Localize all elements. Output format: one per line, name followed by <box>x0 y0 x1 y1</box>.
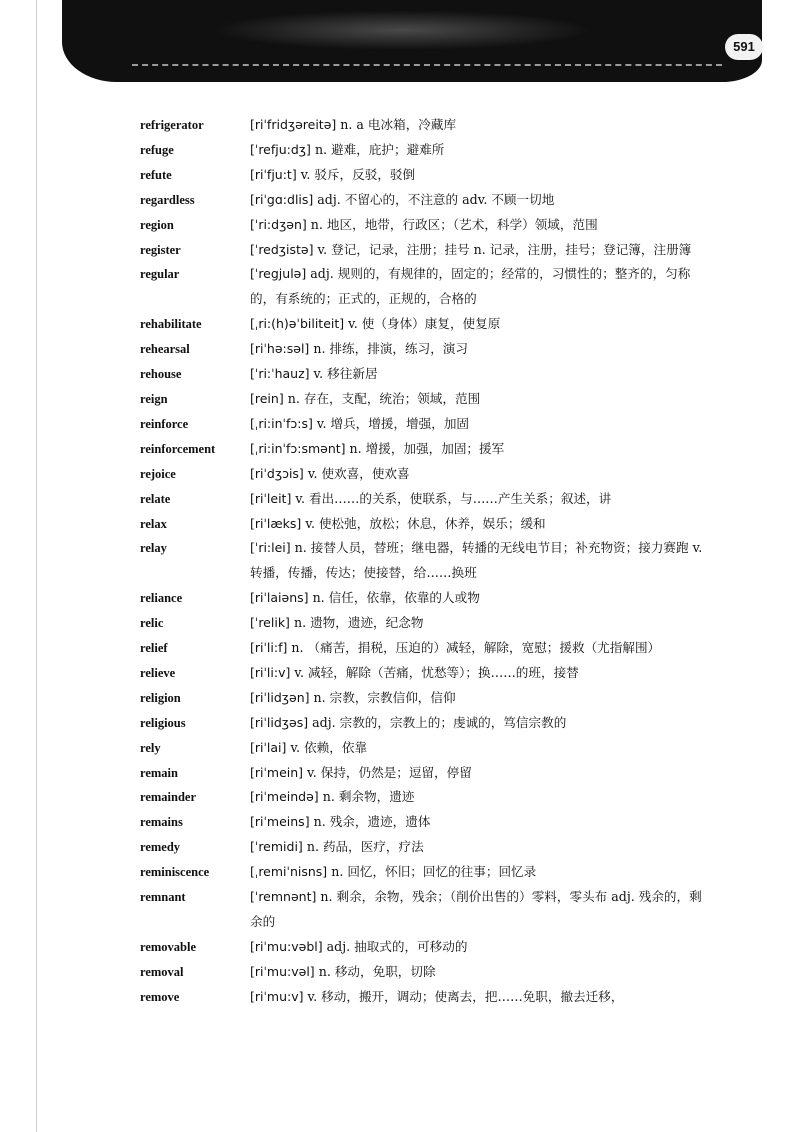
entry-headword: reliance <box>140 591 183 606</box>
entry-headword: refuge <box>140 142 174 157</box>
entry-definition-block <box>250 487 705 512</box>
entry-headword: reinforce <box>140 416 189 431</box>
entry-phonetic: [riˈdʒɔis] <box>250 465 304 481</box>
dictionary-entry <box>0 337 800 362</box>
entry-definition: n. 接替人员，替班；继电器，转播的无线电节目；补充物资；接力赛跑 v. 转播，传播，传达；使接替，给……换班 <box>250 540 703 581</box>
dictionary-entry <box>0 985 800 1010</box>
entry-phonetic: [riˈfridʒəreitə] <box>250 117 337 132</box>
entry-phonetic: [riˈli:v] <box>250 664 291 680</box>
entry-phonetic: [riˈlaiəns] <box>250 590 309 606</box>
dictionary-entry <box>0 462 800 487</box>
entry-definition: n. 信任，依靠，依靠的人或物 <box>312 590 480 606</box>
entry-definition: n. 剩余物，遗迹 <box>322 789 415 805</box>
entry-definition-block <box>250 810 705 835</box>
entry-phonetic: [riˈlidʒən] <box>250 689 310 705</box>
dictionary-entry <box>0 761 800 786</box>
dictionary-entry <box>0 487 800 512</box>
entry-phonetic: [ˈremidi] <box>250 839 303 855</box>
entry-definition: adj. 不留心的，不注意的 adv. 不顾一切地 <box>317 191 555 207</box>
dictionary-entry <box>0 885 800 935</box>
dictionary-entry <box>0 536 800 586</box>
entry-phonetic: [riˈmein] <box>250 764 304 780</box>
entry-definition: n. （痛苦，捐税，压迫的）减轻，解除，宽慰；援救（尤指解围） <box>291 640 661 656</box>
entry-definition: n. 避难，庇护；避难所 <box>314 141 445 157</box>
entry-definition: n. 残余，遗迹，遗体 <box>313 814 431 830</box>
entry-definition-block <box>250 536 705 586</box>
entry-phonetic: [ˈredʒistə] <box>250 241 314 257</box>
entry-definition: v. 移动，搬开，调动；使离去，把……免职，撤去迁移， <box>307 988 624 1004</box>
entry-definition: n. 回忆，怀旧；回忆的往事；回忆录 <box>331 864 537 880</box>
dictionary-entry <box>0 163 800 188</box>
dictionary-entry <box>0 611 800 636</box>
entry-definition-block <box>250 163 705 188</box>
entry-headword: regular <box>140 267 180 282</box>
entry-headword: remains <box>140 815 183 830</box>
entry-phonetic: [ˌri:inˈfɔ:smənt] <box>250 440 346 456</box>
entry-definition-block <box>250 985 705 1010</box>
entry-definition-block <box>250 835 705 860</box>
dictionary-entry <box>0 113 800 138</box>
entry-definition: v. 登记，记录，注册；挂号 n. 记录，注册，挂号；登记簿，注册簿 <box>317 241 692 257</box>
entry-phonetic: [riˈhə:səl] <box>250 341 310 357</box>
entry-phonetic: [riˈmeins] <box>250 814 310 830</box>
entry-phonetic: [riˈleit] <box>250 490 292 506</box>
entry-definition: v. 使松弛，放松；休息，休养，娱乐；缓和 <box>305 515 546 531</box>
entry-phonetic: [ˌremiˈnisns] <box>250 864 328 880</box>
dictionary-entry <box>0 512 800 537</box>
entry-phonetic: [riˈlai] <box>250 739 287 755</box>
entry-headword: reminiscence <box>140 865 210 880</box>
dictionary-entry <box>0 860 800 885</box>
entry-definition-block <box>250 860 705 885</box>
dictionary-entry <box>0 213 800 238</box>
entry-phonetic: [riˈmu:vəl] <box>250 963 315 979</box>
entry-headword: remove <box>140 989 180 1004</box>
entry-headword: regardless <box>140 192 195 207</box>
entry-definition-block <box>250 337 705 362</box>
dictionary-entry <box>0 835 800 860</box>
dictionary-entry <box>0 188 800 213</box>
dictionary-entry <box>0 785 800 810</box>
entry-headword: remedy <box>140 840 181 855</box>
entry-definition: n. 存在，支配，统治；领域，范围 <box>287 390 481 406</box>
entry-definition: adj. 抽取式的，可移动的 <box>326 938 468 954</box>
entry-definition: v. 看出……的关系，使联系，与……产生关系；叙述，讲 <box>295 490 612 506</box>
entry-phonetic: [riˈfju:t] <box>250 166 297 182</box>
dictionary-entry <box>0 312 800 337</box>
entry-phonetic: [ˈregjulə] <box>250 266 307 282</box>
entry-phonetic: [ˌri:(h)əˈbiliteit] <box>250 316 345 332</box>
entry-phonetic: [riˈmu:v] <box>250 988 304 1004</box>
entry-headword: refrigerator <box>140 118 204 132</box>
entry-phonetic: [riˈlæks] <box>250 515 302 531</box>
entry-headword: rejoice <box>140 466 176 481</box>
entry-phonetic: [ˈri:ˈhauz] <box>250 366 310 382</box>
entry-definition-block <box>250 238 705 263</box>
entry-headword: religion <box>140 690 181 705</box>
entry-phonetic: [riˈlidʒəs] <box>250 714 309 730</box>
dictionary-entry <box>0 810 800 835</box>
entry-definition: v. 增兵，增援，增强，加固 <box>316 415 470 431</box>
entry-headword: reign <box>140 391 168 406</box>
entry-headword: relax <box>140 516 167 531</box>
entry-headword: reinforcement <box>140 441 216 456</box>
header-decoration <box>212 10 592 50</box>
entry-definition-block <box>250 736 705 761</box>
entry-definition: v. 使（身体）康复，使复原 <box>348 316 501 332</box>
entry-definition-block <box>250 387 705 412</box>
entry-definition-block <box>250 711 705 736</box>
entry-headword: relic <box>140 616 164 631</box>
entry-definition-block <box>250 312 705 337</box>
entry-phonetic: [ˈri:lei] <box>250 540 291 556</box>
entry-phonetic: [riˈmeində] <box>250 789 319 805</box>
dictionary-entry <box>0 586 800 611</box>
entry-definition: n. 移动，免职，切除 <box>318 963 436 979</box>
entry-headword: remnant <box>140 890 186 905</box>
entry-definition: n. 宗教，宗教信仰，信仰 <box>313 689 456 705</box>
entry-definition-block <box>250 935 705 960</box>
entry-phonetic: [ˈrelik] <box>250 615 290 631</box>
dictionary-entry <box>0 935 800 960</box>
entry-definition-block <box>250 188 705 213</box>
entry-headword: religious <box>140 715 186 730</box>
entry-headword: relate <box>140 491 171 506</box>
entry-definition: n. 排练，排演，练习，演习 <box>313 341 468 357</box>
entry-headword: region <box>140 217 174 232</box>
entry-headword: rely <box>140 740 161 755</box>
entry-definition: n. 剩余，余物，残余；（削价出售的）零料，零头布 adj. 残余的，剩余的 <box>250 889 702 929</box>
entry-definition-block <box>250 636 705 661</box>
entry-definition-block <box>250 213 705 238</box>
header-dashed-line <box>132 64 722 66</box>
entry-phonetic: [riˈli:f] <box>250 640 288 656</box>
entry-headword: refute <box>140 167 172 182</box>
entry-definition-block <box>250 686 705 711</box>
dictionary-entry <box>0 262 800 312</box>
entry-definition: v. 减轻，解除（苦痛，忧愁等）；换……的班，接替 <box>294 664 579 680</box>
dictionary-entry-list <box>0 113 800 1010</box>
entry-definition-block <box>250 412 705 437</box>
dictionary-entry <box>0 387 800 412</box>
entry-phonetic: [ˈremnənt] <box>250 889 317 905</box>
entry-headword: relay <box>140 541 167 556</box>
dictionary-entry <box>0 636 800 661</box>
entry-headword: remainder <box>140 790 197 805</box>
entry-definition: n. 地区，地带，行政区；（艺术，科学）领域，范围 <box>310 216 598 232</box>
entry-definition: v. 驳斥，反驳，驳倒 <box>300 166 416 182</box>
entry-phonetic: [riˈmu:vəbl] <box>250 938 323 954</box>
entry-definition: v. 依赖，依靠 <box>290 739 368 755</box>
dictionary-entry <box>0 412 800 437</box>
entry-definition-block <box>250 611 705 636</box>
dictionary-entry <box>0 686 800 711</box>
entry-headword: register <box>140 242 181 257</box>
entry-definition-block <box>250 138 705 163</box>
entry-definition: adj. 宗教的，宗教上的；虔诚的，笃信宗教的 <box>312 714 567 730</box>
entry-headword: rehearsal <box>140 342 190 357</box>
dictionary-entry <box>0 736 800 761</box>
entry-definition-block <box>250 462 705 487</box>
entry-definition-block <box>250 885 705 935</box>
entry-definition: adj. 规则的，有规律的，固定的；经常的，习惯性的；整齐的，匀称的，有系统的；正式的，正规的，合格的 <box>250 266 691 307</box>
entry-definition: n. 遗物，遗迹，纪念物 <box>293 615 424 631</box>
entry-definition-block <box>250 661 705 686</box>
entry-definition-block <box>250 761 705 786</box>
entry-definition-block <box>250 586 705 611</box>
entry-headword: removable <box>140 939 197 954</box>
entry-headword: rehabilitate <box>140 317 202 332</box>
entry-definition-block <box>250 785 705 810</box>
entry-headword: rehouse <box>140 367 182 382</box>
entry-definition: n. 药品，医疗，疗法 <box>306 839 424 855</box>
entry-definition: n. a 电冰箱，冷藏库 <box>340 117 457 132</box>
entry-definition: v. 保持，仍然是；逗留，停留 <box>307 764 472 780</box>
entry-headword: removal <box>140 964 184 979</box>
entry-definition-block <box>250 362 705 387</box>
dictionary-entry <box>0 437 800 462</box>
entry-definition-block <box>250 113 705 138</box>
entry-definition: v. 使欢喜，使欢喜 <box>307 465 410 481</box>
entry-phonetic: [ˈri:dʒən] <box>250 216 307 232</box>
dictionary-entry <box>0 661 800 686</box>
page-header-banner <box>62 0 762 82</box>
page-number: 591 <box>725 34 763 60</box>
entry-definition-block <box>250 960 705 985</box>
entry-headword: remain <box>140 765 178 780</box>
dictionary-entry <box>0 960 800 985</box>
dictionary-entry <box>0 362 800 387</box>
dictionary-entry <box>0 238 800 263</box>
entry-definition-block <box>250 262 705 312</box>
entry-definition-block <box>250 437 705 462</box>
entry-headword: relieve <box>140 665 176 680</box>
entry-definition: v. 移往新居 <box>313 366 378 382</box>
entry-phonetic: [riˈgɑ:dlis] <box>250 191 314 207</box>
entry-phonetic: [ˌri:inˈfɔ:s] <box>250 415 313 431</box>
dictionary-entry <box>0 711 800 736</box>
entry-headword: relief <box>140 641 168 656</box>
entry-phonetic: [ˈrefju:dʒ] <box>250 141 311 157</box>
dictionary-entry <box>0 138 800 163</box>
entry-definition-block <box>250 512 705 537</box>
entry-phonetic: [rein] <box>250 390 284 406</box>
entry-definition: n. 增援，加强，加固；援军 <box>349 440 505 456</box>
